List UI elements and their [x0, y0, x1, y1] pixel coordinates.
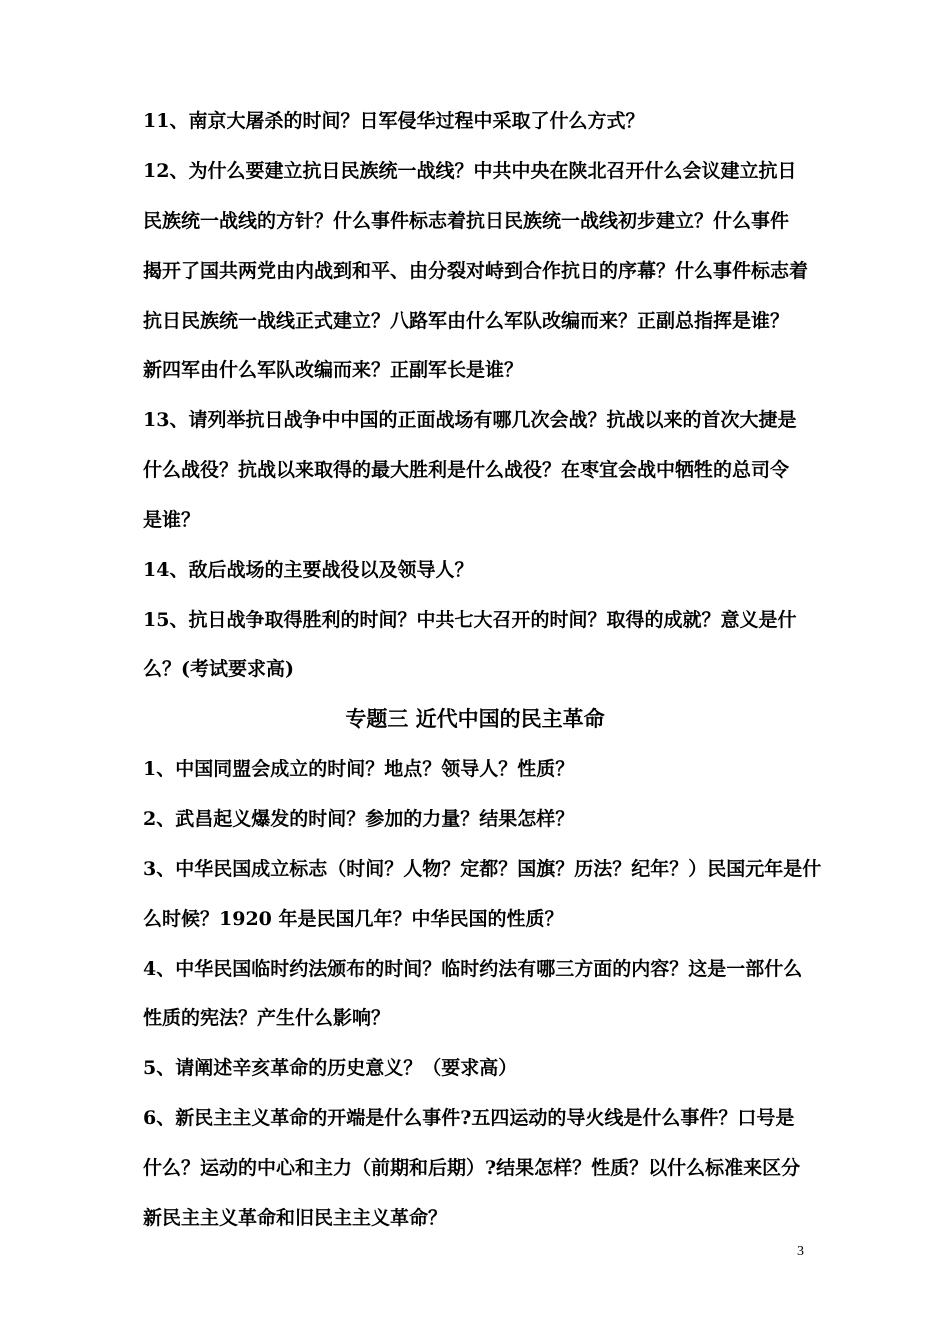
- question-12-line-1: 12、为什么要建立抗日民族统一战线？中共中央在陕北召开什么会议建立抗日: [143, 160, 797, 182]
- section-three-title: 专题三 近代中国的民主革命: [345, 706, 605, 731]
- section-three-question-2: 2、武昌起义爆发的时间？参加的力量？结果怎样？: [143, 808, 575, 830]
- question-11-line-1: 11、南京大屠杀的时间？日军侵华过程中采取了什么方式？: [143, 110, 645, 132]
- question-12-line-4: 抗日民族统一战线正式建立？八路军由什么军队改编而来？正副总指挥是谁？: [143, 310, 790, 332]
- section-three-question-6-line-2: 什么？运动的中心和主力（前期和后期）?结果怎样？性质？以什么标准来区分: [143, 1157, 801, 1179]
- section-three-question-5: 5、请阐述辛亥革命的历史意义？（要求高）: [143, 1057, 518, 1079]
- section-three-question-6-line-3: 新民主主义革命和旧民主主义革命？: [143, 1207, 448, 1229]
- section-three-question-6-line-1: 6、新民主主义革命的开端是什么事件?五四运动的导火线是什么事件？口号是: [143, 1107, 795, 1129]
- question-12-line-5: 新四军由什么军队改编而来？正副军长是谁？: [143, 359, 524, 381]
- section-three-question-3-line-1: 3、中华民国成立标志（时间？人物？定都？国旗？历法？纪年？）民国元年是什: [143, 858, 822, 880]
- question-13-line-2: 什么战役？抗战以来取得的最大胜利是什么战役？在枣宜会战中牺牲的总司令: [143, 459, 790, 481]
- section-three-question-4-line-2: 性质的宪法？产生什么影响？: [143, 1007, 391, 1029]
- section-three-question-3-line-2: 么时候？1920 年是民国几年？中华民国的性质？: [143, 908, 564, 930]
- question-15-line-2: 么？(考试要求高): [143, 658, 294, 680]
- question-13-line-1: 13、请列举抗日战争中中国的正面战场有哪几次会战？抗战以来的首次大捷是: [143, 409, 797, 431]
- question-15-line-1: 15、抗日战争取得胜利的时间？中共七大召开的时间？取得的成就？意义是什: [143, 609, 797, 631]
- question-14-line-1: 14、敌后战场的主要战役以及领导人？: [143, 559, 474, 581]
- page-number: 3: [797, 1244, 804, 1259]
- section-three-question-1: 1、中国同盟会成立的时间？地点？领导人？性质？: [143, 758, 575, 780]
- question-12-line-3: 揭开了国共两党由内战到和平、由分裂对峙到合作抗日的序幕？什么事件标志着: [143, 260, 809, 282]
- question-13-line-3: 是谁？: [143, 509, 201, 531]
- section-three-question-4-line-1: 4、中华民国临时约法颁布的时间？临时约法有哪三方面的内容？这是一部什么: [143, 958, 803, 980]
- question-12-line-2: 民族统一战线的方针？什么事件标志着抗日民族统一战线初步建立？什么事件: [143, 210, 790, 232]
